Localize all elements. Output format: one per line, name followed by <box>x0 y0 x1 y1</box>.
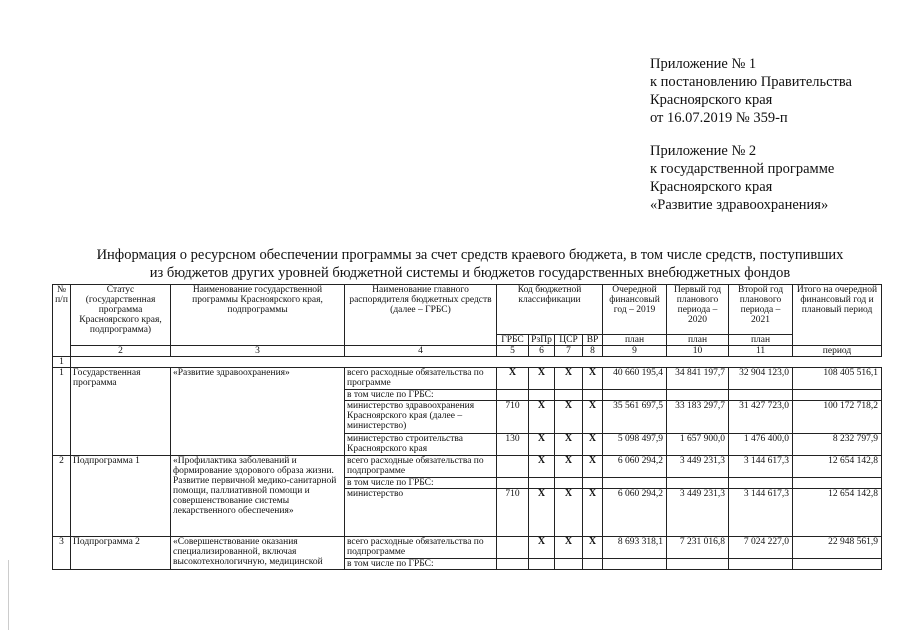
colnum: 6 <box>529 346 555 357</box>
row-number: 3 <box>53 537 71 570</box>
appendix-2-line: к государственной программе <box>650 161 835 177</box>
cell-value: X <box>529 434 555 456</box>
colnum: 4 <box>345 346 497 357</box>
cell-value: X <box>583 434 603 456</box>
cell-value <box>497 537 529 559</box>
appendix-1-line: Приложение № 1 <box>650 56 757 72</box>
row-grbs-label: в том числе по ГРБС: <box>345 478 497 489</box>
cell-value: 22 948 561,9 <box>793 537 882 559</box>
cell-value: 108 405 516,1 <box>793 368 882 390</box>
cell-value: X <box>583 401 603 434</box>
colnum: 9 <box>603 346 667 357</box>
cell-value: X <box>529 401 555 434</box>
cell-value: 3 144 617,3 <box>729 456 793 478</box>
cell-value: 7 024 227,0 <box>729 537 793 559</box>
cell-value: 3 449 231,3 <box>667 489 729 537</box>
cell-value: 100 172 718,2 <box>793 401 882 434</box>
document-title <box>40 246 900 282</box>
cell-value: X <box>529 489 555 537</box>
cell-value: 6 060 294,2 <box>603 456 667 478</box>
cell-value: 6 060 294,2 <box>603 489 667 537</box>
appendix-1-block <box>650 55 852 127</box>
header-plan: план <box>667 335 729 346</box>
cell-value: 12 654 142,8 <box>793 456 882 478</box>
cell-value: X <box>555 456 583 478</box>
row-grbs-label: министерство здравоохранения Красноярского края (далее – министерство) <box>345 401 497 434</box>
scan-edge-line <box>8 560 9 630</box>
cell-value: X <box>583 456 603 478</box>
table-row <box>53 368 882 390</box>
cell-value: 32 904 123,0 <box>729 368 793 390</box>
cell-value: 40 660 195,4 <box>603 368 667 390</box>
cell-value: X <box>583 537 603 559</box>
colnum: 8 <box>583 346 603 357</box>
cell-value: X <box>555 489 583 537</box>
cell-value: X <box>529 368 555 390</box>
header-code-csr: ЦСР <box>555 335 583 346</box>
cell-value: 1 476 400,0 <box>729 434 793 456</box>
row-number: 1 <box>53 368 71 456</box>
cell-value: X <box>583 489 603 537</box>
cell-value: X <box>497 368 529 390</box>
resource-table <box>52 284 882 570</box>
header-total-period: период <box>793 346 882 357</box>
cell-value: X <box>529 456 555 478</box>
cell-value: 7 231 016,8 <box>667 537 729 559</box>
appendix-2-block <box>650 142 834 214</box>
cell-value: 130 <box>497 434 529 456</box>
cell-value: 8 232 797,9 <box>793 434 882 456</box>
header-name: Наименование государственной программы Красноярского края, подпрограммы <box>171 285 345 346</box>
row-grbs-label: всего расходные обязательства по программе <box>345 368 497 390</box>
row-status: Подпрограмма 2 <box>71 537 171 570</box>
appendix-1-line: Красноярского края <box>650 92 773 108</box>
row-program-name: «Профилактика заболеваний и формирование здорового образа жизни. Развитие первичной медико-санитарной помощи, паллиативной помощи и совершенствование системы лекарственного обеспечения» <box>171 456 345 537</box>
header-grbs: Наименование главного распорядителя бюджетных средств (далее – ГРБС) <box>345 285 497 346</box>
header-code-vr: ВР <box>583 335 603 346</box>
colnum: 3 <box>171 346 345 357</box>
header-code-grbs: ГРБС <box>497 335 529 346</box>
cell-value: X <box>555 368 583 390</box>
cell-value: X <box>555 537 583 559</box>
cell-value: 12 654 142,8 <box>793 489 882 537</box>
row-grbs-label: всего расходные обязательства по подпрограмме <box>345 456 497 478</box>
cell-value: 710 <box>497 401 529 434</box>
row-program-name: «Развитие здравоохранения» <box>171 368 345 456</box>
cell-value: X <box>529 537 555 559</box>
header-plan: план <box>603 335 667 346</box>
cell-value: X <box>555 434 583 456</box>
colnum: 1 <box>53 357 71 368</box>
row-grbs-label: всего расходные обязательства по подпрограмме <box>345 537 497 559</box>
header-num: № п/п <box>53 285 71 357</box>
row-status: Государственная программа <box>71 368 171 456</box>
header-status: Статус (государственная программа Красноярского края, подпрограмма) <box>71 285 171 346</box>
appendix-1-line: от 16.07.2019 № 359-п <box>650 110 788 126</box>
row-status: Подпрограмма 1 <box>71 456 171 537</box>
cell-value: 710 <box>497 489 529 537</box>
header-plan: план <box>729 335 793 346</box>
cell-value: 34 841 197,7 <box>667 368 729 390</box>
cell-value: 33 183 297,7 <box>667 401 729 434</box>
appendix-2-line: Красноярского края <box>650 179 773 195</box>
header-year-2019: Очередной финансовый год – 2019 <box>603 285 667 335</box>
document-title-line-2: из бюджетов других уровней бюджетной системы и бюджетов государственных внебюджетных фондов <box>149 265 791 281</box>
document-title-line-1: Информация о ресурсном обеспечении программы за счет средств краевого бюджета, в том числе средств, поступивших <box>96 247 844 263</box>
colnum: 2 <box>71 346 171 357</box>
cell-value: 35 561 697,5 <box>603 401 667 434</box>
appendix-1-line: к постановлению Правительства <box>650 74 852 90</box>
header-budget-code: Код бюджетной классификации <box>497 285 603 335</box>
header-year-2021: Второй год планового периода – 2021 <box>729 285 793 335</box>
row-grbs-label: министерство строительства Красноярского края <box>345 434 497 456</box>
colnum: 5 <box>497 346 529 357</box>
row-number: 2 <box>53 456 71 537</box>
table-row <box>53 537 882 559</box>
cell-value: 3 144 617,3 <box>729 489 793 537</box>
appendix-2-line: «Развитие здравоохранения» <box>650 197 829 213</box>
cell-value: X <box>555 401 583 434</box>
cell-value <box>497 456 529 478</box>
row-grbs-label: в том числе по ГРБС: <box>345 559 497 570</box>
cell-value: 3 449 231,3 <box>667 456 729 478</box>
colnum: 11 <box>729 346 793 357</box>
row-program-name: «Совершенствование оказания специализированной, включая высокотехнологичную, медицинской <box>171 537 345 570</box>
table-row <box>53 456 882 478</box>
row-grbs-label: в том числе по ГРБС: <box>345 390 497 401</box>
colnum: 7 <box>555 346 583 357</box>
appendix-2-line: Приложение № 2 <box>650 143 757 159</box>
cell-value: 1 657 900,0 <box>667 434 729 456</box>
cell-value: 31 427 723,0 <box>729 401 793 434</box>
header-code-rzpr: РзПр <box>529 335 555 346</box>
header-total: Итого на очередной финансовый год и плановый период <box>793 285 882 346</box>
cell-value: 8 693 318,1 <box>603 537 667 559</box>
cell-value: X <box>583 368 603 390</box>
header-year-2020: Первый год планового периода – 2020 <box>667 285 729 335</box>
colnum: 10 <box>667 346 729 357</box>
row-grbs-label: министерство <box>345 489 497 537</box>
cell-value: 5 098 497,9 <box>603 434 667 456</box>
